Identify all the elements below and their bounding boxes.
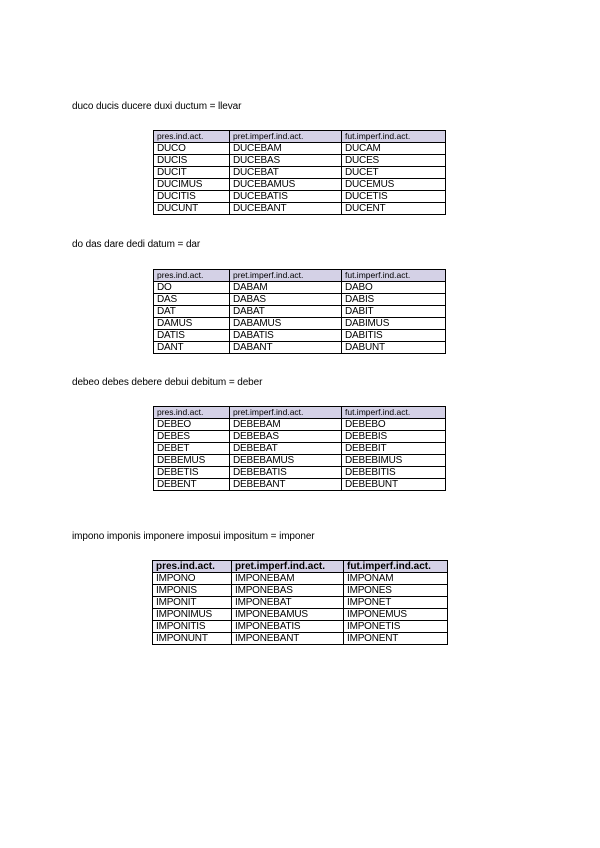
header-pres: pres.ind.act. — [153, 561, 232, 573]
table-cell: DUCETIS — [342, 191, 446, 203]
section-3-table — [153, 406, 446, 491]
table-cell: DO — [154, 282, 230, 294]
table-row — [154, 143, 446, 155]
table-cell: IMPONEMUS — [344, 609, 448, 621]
table-cell: DUCET — [342, 167, 446, 179]
table-cell: IMPONEBAT — [232, 597, 344, 609]
header-pret: pret.imperf.ind.act. — [230, 407, 342, 419]
table-cell: DUCEBAS — [230, 155, 342, 167]
table-row — [153, 573, 448, 585]
table-cell: DABIS — [342, 294, 446, 306]
table-cell: DEBEBAS — [230, 431, 342, 443]
header-pret: pret.imperf.ind.act. — [230, 270, 342, 282]
table-row — [153, 621, 448, 633]
table-cell: DABO — [342, 282, 446, 294]
header-pret: pret.imperf.ind.act. — [230, 131, 342, 143]
table-cell: IMPONUNT — [153, 633, 232, 645]
table-cell: IMPONEBAMUS — [232, 609, 344, 621]
table-row — [154, 479, 446, 491]
table-cell: IMPONES — [344, 585, 448, 597]
table-cell: IMPONIT — [153, 597, 232, 609]
header-pres: pres.ind.act. — [154, 407, 230, 419]
table-cell: IMPONENT — [344, 633, 448, 645]
table-row — [154, 330, 446, 342]
header-fut: fut.imperf.ind.act. — [342, 270, 446, 282]
table-cell: IMPONIMUS — [153, 609, 232, 621]
section-2-heading: do das dare dedi datum = dar — [72, 239, 201, 250]
table-cell: DEBEBAMUS — [230, 455, 342, 467]
table-row — [153, 585, 448, 597]
table-row — [154, 179, 446, 191]
section-4-heading: impono imponis imponere imposui impositum = imponer — [72, 531, 315, 542]
table-cell: IMPONO — [153, 573, 232, 585]
table-cell: DEBETIS — [154, 467, 230, 479]
header-fut: fut.imperf.ind.act. — [342, 131, 446, 143]
table-row — [154, 318, 446, 330]
table-row — [154, 294, 446, 306]
table-header-row — [154, 131, 446, 143]
table-cell: IMPONITIS — [153, 621, 232, 633]
table-cell: DEBEBO — [342, 419, 446, 431]
table-cell: DABANT — [230, 342, 342, 354]
table-row — [154, 167, 446, 179]
section-3-heading: debeo debes debere debui debitum = deber — [72, 377, 263, 388]
table-cell: DUCEBANT — [230, 203, 342, 215]
header-pret: pret.imperf.ind.act. — [232, 561, 344, 573]
section-4-table — [152, 560, 448, 645]
table-cell: DABAMUS — [230, 318, 342, 330]
table-cell: DUCIS — [154, 155, 230, 167]
table-cell: IMPONEBAM — [232, 573, 344, 585]
table-row — [154, 419, 446, 431]
table-cell: DUCEBAMUS — [230, 179, 342, 191]
table-cell: DEBEBUNT — [342, 479, 446, 491]
table-cell: DABAT — [230, 306, 342, 318]
table-cell: DEBEBITIS — [342, 467, 446, 479]
table-cell: DATIS — [154, 330, 230, 342]
table-cell: DABAM — [230, 282, 342, 294]
table-cell: DUCITIS — [154, 191, 230, 203]
section-1-heading: duco ducis ducere duxi ductum = llevar — [72, 101, 242, 112]
table-cell: DEBEBAT — [230, 443, 342, 455]
table-cell: DEBEBIT — [342, 443, 446, 455]
table-row — [154, 282, 446, 294]
table-row — [154, 467, 446, 479]
table-row — [154, 155, 446, 167]
header-pres: pres.ind.act. — [154, 270, 230, 282]
table-cell: IMPONEBAS — [232, 585, 344, 597]
table-cell: DUCENT — [342, 203, 446, 215]
header-fut: fut.imperf.ind.act. — [344, 561, 448, 573]
section-1-table — [153, 130, 446, 215]
table-cell: IMPONEBANT — [232, 633, 344, 645]
table-cell: DUCAM — [342, 143, 446, 155]
table-cell: DEBEBIS — [342, 431, 446, 443]
table-cell: DEBEBANT — [230, 479, 342, 491]
table-cell: DEBET — [154, 443, 230, 455]
table-cell: DEBES — [154, 431, 230, 443]
table-cell: DABAS — [230, 294, 342, 306]
table-cell: IMPONET — [344, 597, 448, 609]
table-cell: DEBEBAM — [230, 419, 342, 431]
table-cell: DUCEMUS — [342, 179, 446, 191]
table-cell: DEBEMUS — [154, 455, 230, 467]
table-cell: DEBEBATIS — [230, 467, 342, 479]
table-cell: DAMUS — [154, 318, 230, 330]
table-cell: IMPONAM — [344, 573, 448, 585]
table-cell: DANT — [154, 342, 230, 354]
table-cell: IMPONETIS — [344, 621, 448, 633]
table-cell: DEBEO — [154, 419, 230, 431]
table-cell: DUCEBATIS — [230, 191, 342, 203]
table-row — [154, 306, 446, 318]
table-cell: DABITIS — [342, 330, 446, 342]
table-cell: DEBENT — [154, 479, 230, 491]
table-cell: DUCO — [154, 143, 230, 155]
table-cell: IMPONIS — [153, 585, 232, 597]
table-cell: DUCIT — [154, 167, 230, 179]
table-cell: DUCIMUS — [154, 179, 230, 191]
table-row — [154, 443, 446, 455]
table-row — [154, 203, 446, 215]
table-cell: DABATIS — [230, 330, 342, 342]
table-row — [154, 455, 446, 467]
table-header-row — [154, 270, 446, 282]
header-pres: pres.ind.act. — [154, 131, 230, 143]
table-cell: DEBEBIMUS — [342, 455, 446, 467]
header-fut: fut.imperf.ind.act. — [342, 407, 446, 419]
table-row — [154, 191, 446, 203]
table-header-row — [154, 407, 446, 419]
table-header-row — [153, 561, 448, 573]
table-cell: DUCEBAM — [230, 143, 342, 155]
table-row — [153, 597, 448, 609]
table-cell: DABIT — [342, 306, 446, 318]
table-cell: DABIMUS — [342, 318, 446, 330]
section-2-table — [153, 269, 446, 354]
table-row — [153, 633, 448, 645]
table-row — [154, 342, 446, 354]
table-cell: DABUNT — [342, 342, 446, 354]
table-cell: DUCUNT — [154, 203, 230, 215]
table-cell: DUCES — [342, 155, 446, 167]
table-cell: DAS — [154, 294, 230, 306]
table-cell: DUCEBAT — [230, 167, 342, 179]
table-cell: DAT — [154, 306, 230, 318]
table-cell: IMPONEBATIS — [232, 621, 344, 633]
table-row — [154, 431, 446, 443]
table-row — [153, 609, 448, 621]
